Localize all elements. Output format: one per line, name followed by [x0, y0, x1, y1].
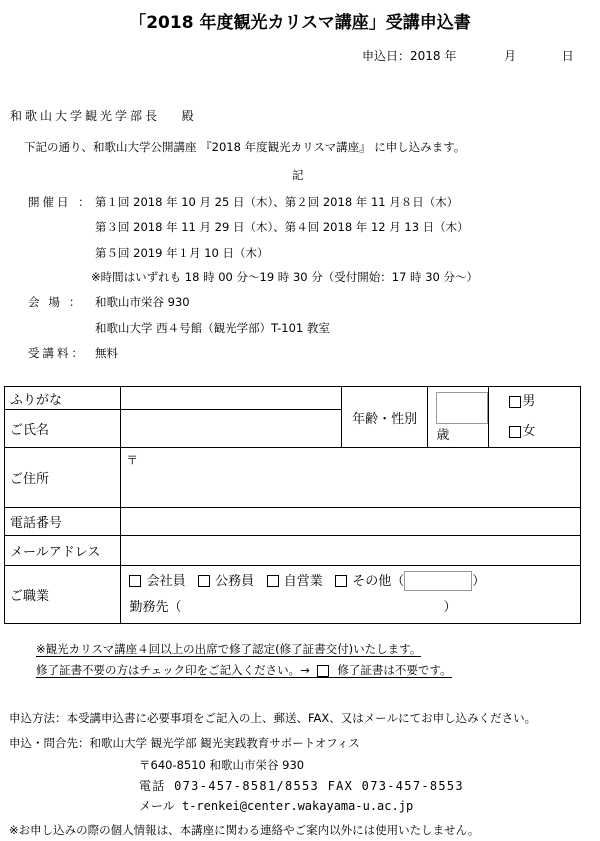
sex-cell	[489, 387, 581, 448]
civil-servant-label: 公務員	[215, 573, 255, 589]
venue-line-2: 和歌山大学 西４号館（観光学部）T-101 教室	[95, 321, 330, 335]
name-label: ご氏名	[5, 410, 121, 448]
addressee-line	[10, 107, 194, 124]
other-checkbox[interactable]	[335, 575, 347, 587]
contact-postal: 〒640-8510 和歌山市栄谷 930	[139, 758, 305, 772]
workplace-label: 勤務先（	[129, 599, 182, 615]
schedule-label: 開催日 ：	[28, 195, 93, 209]
occupation-label: ご職業	[5, 566, 121, 624]
male-checkbox[interactable]	[509, 396, 521, 408]
female-checkbox[interactable]	[509, 426, 521, 438]
cert-check-line	[36, 662, 452, 678]
postal-mark: 〒	[126, 453, 138, 467]
fee-value: 無料	[95, 346, 118, 360]
date-month: 月	[504, 49, 517, 63]
phone-field[interactable]	[121, 508, 581, 536]
address-label: ご住所	[5, 448, 121, 508]
cert-unneeded-label: 修了証書は不要です。	[337, 663, 452, 677]
address-field[interactable]	[121, 448, 581, 508]
schedule-line-2: 第３回 2018 年 11 月 29 日（木）、第４回 2018 年 12 月 13 日（木）	[95, 220, 469, 234]
honorific: 殿	[181, 109, 194, 123]
application-form	[4, 386, 581, 624]
workplace-close-paren: ）	[443, 599, 457, 615]
contact-mail[interactable]: メール t-renkei@center.wakayama-u.ac.jp	[139, 799, 414, 813]
date-day: 日	[561, 49, 574, 63]
other-label: その他（	[352, 573, 405, 589]
other-field[interactable]	[404, 571, 472, 591]
email-label: メールアドレス	[5, 536, 121, 566]
contact-label: 申込・問合先：和歌山大学 観光学部 観光実践教育サポートオフィス	[9, 736, 360, 750]
phone-label: 電話番号	[5, 508, 121, 536]
fee-label: 受講料：	[28, 346, 86, 360]
application-date	[362, 47, 574, 64]
application-method: 申込方法：本受講申込書に必要事項をご記入の上、郵送、FAX、又はメールにてお申し込みください。	[9, 711, 537, 725]
furigana-label: ふりがな	[5, 387, 121, 410]
schedule-line-3: 第５回 2019 年１月 10 日（木）	[95, 246, 269, 260]
female-label: 女	[522, 424, 536, 439]
other-close-paren: ）	[472, 573, 486, 589]
cert-check-text: 修了証書不要の方はチェック印をご記入ください。→ 修了証書は不要です。	[36, 663, 452, 677]
age-cell	[428, 387, 489, 448]
male-label: 男	[522, 394, 536, 409]
name-field[interactable]	[121, 410, 341, 448]
civil-servant-checkbox[interactable]	[198, 575, 210, 587]
company-employee-label: 会社員	[146, 573, 186, 589]
ki-heading: 記	[292, 168, 304, 182]
sai-label: 歳	[436, 427, 450, 443]
company-employee-checkbox[interactable]	[129, 575, 141, 587]
intro-text: 下記の通り、和歌山大学公開講座 『2018 年度観光カリスマ講座』 に申し込みます。	[24, 140, 466, 154]
cert-note: ※観光カリスマ講座４回以上の出席で修了認定(修了証書交付)いたします。	[36, 642, 422, 656]
age-sex-label: 年齢・性別	[341, 387, 428, 448]
cert-unneeded-checkbox[interactable]	[317, 665, 329, 677]
time-note: ※時間はいずれも 18 時 00 分～19 時 30 分（受付開始：17 時 30 分～）	[91, 270, 478, 284]
date-label: 申込日：2018 年	[362, 49, 457, 63]
furigana-field[interactable]	[121, 387, 341, 410]
self-employed-label: 自営業	[283, 573, 323, 589]
age-field[interactable]	[436, 392, 488, 424]
addressee: 和歌山大学観光学部長	[10, 109, 161, 123]
self-employed-checkbox[interactable]	[267, 575, 279, 587]
venue-label: 会場：	[28, 295, 90, 309]
venue-line-1: 和歌山市栄谷 930	[95, 295, 190, 309]
form-title: 「2018 年度観光カリスマ講座」受講申込書	[129, 13, 471, 33]
contact-tel-fax: 電話 073-457-8581/8553 FAX 073-457-8553	[139, 779, 464, 793]
privacy-note: ※お申し込みの際の個人情報は、本講座に関わる連絡やご案内以外には使用いたしません。	[9, 823, 480, 837]
schedule-line-1: 第１回 2018 年 10 月 25 日（木）、第２回 2018 年 11 月８日（木）	[95, 195, 459, 209]
email-field[interactable]	[121, 536, 581, 566]
occupation-cell	[121, 566, 581, 624]
